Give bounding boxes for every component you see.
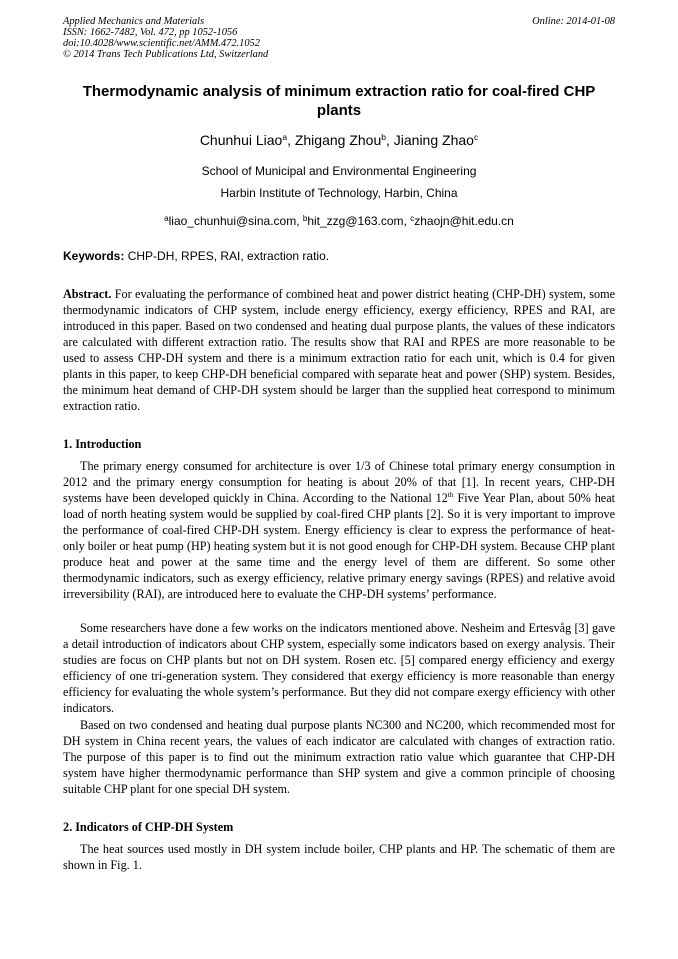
author-sup: c xyxy=(473,132,479,142)
issn-line: ISSN: 1662-7482, Vol. 472, pp 1052-1056 xyxy=(63,27,238,38)
author-name: Jianing Zhao xyxy=(393,132,474,148)
abstract-label: Abstract. xyxy=(63,287,112,301)
journal-header xyxy=(63,16,615,60)
intro-p1-text-cont: Five Year Plan, about 50% heat load of north heating system would be supplied by coal-fired CHP plants [2]. So it is very important to improve the performance of coal-fired CHP-DH system. Energy efficiency is clear to express the performance of heat-only boiler or heat pump (HP) heating system but it is not good enough for CHP-DH system. Because CHP plant produce heat and power at the same time and the energy level of them are different. So some other thermodynamic indicators, such as exergy efficiency, relative primary energy savings (RPES) and relative avoid irreversibility (RAI), are introduced here to evaluate the CHP-DH systems’ performance. xyxy=(63,491,615,601)
indicators-paragraph-1: The heat sources used mostly in DH system include boiler, CHP plants and HP. The schematic of them are shown in Fig. 1. xyxy=(63,842,615,872)
intro-paragraph-2: Some researchers have done a few works on the indicators mentioned above. Nesheim and Ertesvåg [3] gave a detail introduction of indicators about CHP system, especially some indicators based on exergy analysis. Their studies are focus on CHP plants but not on DH system. Rosen etc. [5] compared energy efficiency and exergy efficiency of one tri-generation system. They considered that exergy efficiency is more reasonable than energy efficiency for evaluating the whole system’s performance. But they did not compare exergy efficiency with other indicators. xyxy=(63,621,615,715)
email-sup: b xyxy=(302,214,308,223)
intro-paragraph-1 xyxy=(63,458,615,602)
email-list: $^a$liao_chunhui@sina.com, $^b$hit_zzg@163.com, $^c$zhaojn@hit.edu.cn xyxy=(164,214,514,228)
paper-title: Thermodynamic analysis of minimum extraction ratio for coal-fired CHP plants xyxy=(82,83,596,119)
author-sup: b xyxy=(381,132,386,142)
keywords xyxy=(63,249,615,264)
affiliation-school: School of Municipal and Environmental Engineering xyxy=(201,164,477,178)
keywords-label: Keywords: xyxy=(63,249,125,263)
affiliation-institute: Harbin Institute of Technology, Harbin, China xyxy=(220,186,458,200)
section-heading-indicators: 2. Indicators of CHP-DH System xyxy=(63,820,234,834)
intro-p1-sup: th xyxy=(447,490,454,499)
email-address: zhaojn@hit.edu.cn xyxy=(414,214,514,228)
author-name: Zhigang Zhou xyxy=(294,132,382,148)
intro-paragraph-3: Based on two condensed and heating dual purpose plants NC300 and NC200, which recommended most for DH system in China recent years, the values of each indicator are calculated with changes of extraction ratio. The purpose of this paper is to find out the minimum extraction ratio value which guarantee that CHP-DH system have higher thermodynamic performance than SHP system and give a common principle of choosing suitable CHP plant for one special DH system. xyxy=(63,718,615,796)
abstract-text: For evaluating the performance of combined heat and power district heating (CHP-DH) system, some thermodynamic indicators of CHP system, include energy efficiency, exergy efficiency, RPES and RAI, are introduced in this paper. Based on two condensed and heating dual purpose plants, the values of these indicators are calculated with different extraction ratio. The results show that RAI and RPES are more reasonable to be used to assess CHP-DH system and there is a minimum extraction ratio for each unit, which is 0.4 for given plants in this paper, to keep CHP-DH beneficial compared with separate heat and power (SHP) system. Besides, the minimum heat demand of CHP-DH system should be larger than the supplied heat correspond to minimum extraction ratio. xyxy=(63,287,615,413)
keywords-text: CHP-DH, RPES, RAI, extraction ratio. xyxy=(127,249,330,263)
email-address: liao_chunhui@sina.com xyxy=(168,214,297,228)
author-sup: a xyxy=(282,132,288,142)
journal-name: Applied Mechanics and Materials xyxy=(63,16,205,27)
doi-line: doi:10.4028/www.scientific.net/AMM.472.1052 xyxy=(63,38,260,49)
author-name: Chunhui Liao xyxy=(199,132,283,148)
online-date: Online: 2014-01-08 xyxy=(532,16,615,27)
email-sup: c xyxy=(410,214,415,223)
email-sup: a xyxy=(164,214,169,223)
intro-p1-text: The primary energy consumed for architecture is over 1/3 of Chinese total primary energy consumption in 2012 and the primary energy consumption for heating is about 20% of that [1]. In recent years, CHP-DH systems have been developed quickly in China. According to the National 12 xyxy=(63,459,615,505)
copyright-line: © 2014 Trans Tech Publications Ltd, Switzerland xyxy=(63,49,269,60)
email-address: hit_zzg@163.com xyxy=(307,214,404,228)
section-heading-introduction: 1. Introduction xyxy=(63,437,142,451)
abstract xyxy=(63,286,615,414)
author-list: Chunhui Liao$^a$, Zhigang Zhou$^b$, Jianing Zhao$^c$ xyxy=(199,132,479,148)
